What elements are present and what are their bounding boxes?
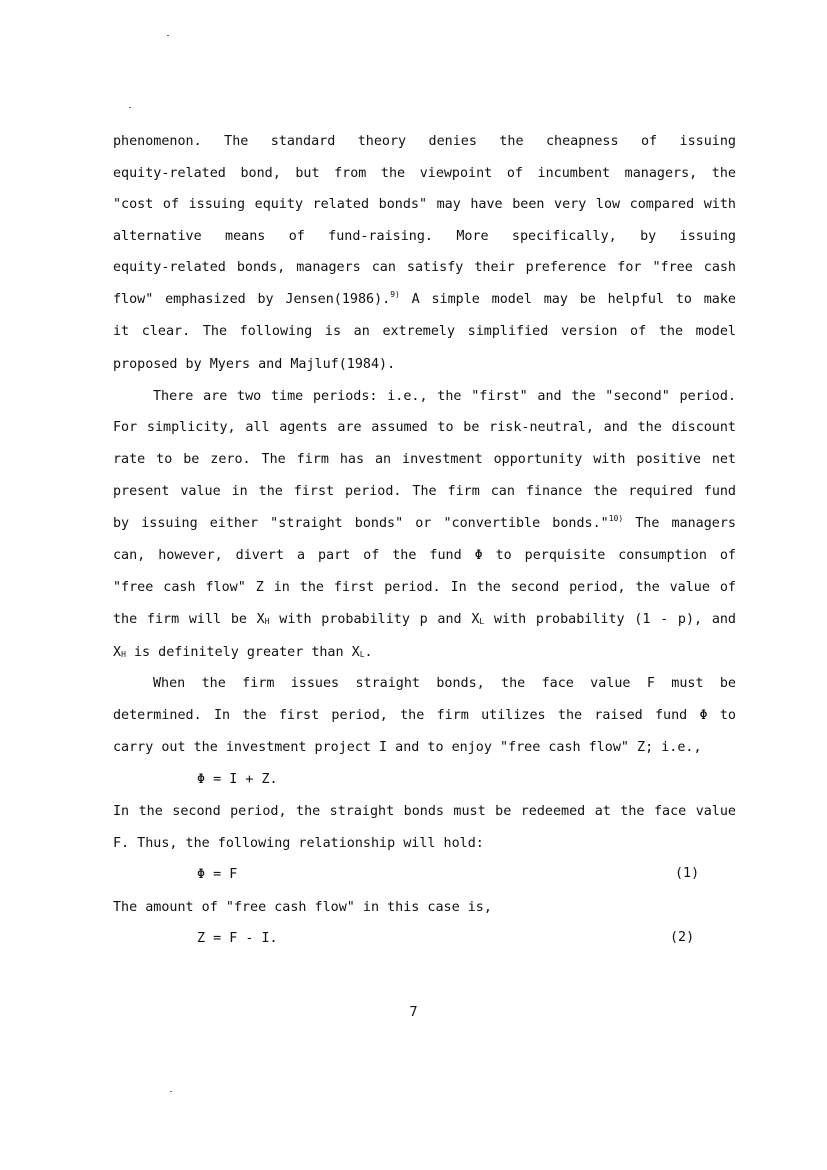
text-line: determined. In the first period, the firm utilizes the raised fund Φ to (113, 708, 736, 723)
text-span: The managers (623, 516, 736, 531)
subscript: L (479, 617, 485, 626)
text-span: . (364, 645, 373, 660)
text-line (113, 644, 736, 662)
footnote-marker: 9) (390, 290, 400, 299)
text-line: equity-related bond, but from the viewpoint of incumbent managers, the (113, 166, 736, 181)
equation-number-1: (1) (675, 866, 700, 881)
text-line (113, 611, 736, 629)
text-line: rate to be zero. The firm has an investment opportunity with positive net (113, 452, 736, 467)
text-line: There are two time periods: i.e., the "first" and the "second" period. (153, 389, 736, 404)
text-span: with probability p and X (269, 612, 480, 627)
text-span: the firm will be X (113, 612, 265, 627)
subscript: H (264, 617, 270, 626)
equation-1: Φ = F (197, 867, 238, 882)
equation-fund: Φ = I + Z. (197, 772, 278, 787)
text-line: equity-related bonds, managers can satisfy their preference for "free cash (113, 260, 736, 275)
text-line: For simplicity, all agents are assumed to be risk-neutral, and the discount (113, 420, 736, 435)
text-line: "cost of issuing equity related bonds" may have been very low compared with (113, 197, 736, 212)
text-line: The amount of "free cash flow" in this case is, (113, 900, 492, 915)
text-line: proposed by Myers and Majluf(1984). (113, 357, 396, 372)
text-line: In the second period, the straight bonds must be redeemed at the face value (113, 804, 736, 819)
text-span: by issuing either "straight bonds" or "convertible bonds." (113, 516, 609, 531)
text-line: can, however, divert a part of the fund Φ to perquisite consumption of (113, 548, 736, 563)
text-line: "free cash flow" Z in the first period. In the second period, the value of (113, 580, 736, 595)
text-span: A simple model may be helpful to make (399, 292, 736, 307)
text-line (113, 515, 736, 533)
scan-speck (129, 107, 131, 108)
text-span: is definitely greater than X (125, 645, 360, 660)
scan-speck (167, 35, 169, 36)
subscript: H (121, 650, 126, 659)
text-line: F. Thus, the following relationship will hold: (113, 836, 484, 851)
equation-number-2: (2) (670, 930, 695, 945)
text-line: When the firm issues straight bonds, the face value F must be (153, 676, 736, 691)
text-span: with probability (1 - p), and (484, 612, 736, 627)
text-line: present value in the first period. The firm can finance the required fund (113, 484, 736, 499)
text-line (113, 291, 736, 309)
page-number: 7 (409, 1005, 418, 1020)
scan-speck (170, 1091, 172, 1092)
footnote-marker: 10) (608, 514, 624, 523)
text-line: carry out the investment project I and to enjoy "free cash flow" Z; i.e., (113, 740, 702, 755)
text-span: flow" emphasized by Jensen(1986). (113, 292, 391, 307)
text-line: alternative means of fund-raising. More specifically, by issuing (113, 229, 736, 244)
text-span: X (113, 645, 122, 660)
text-line: phenomenon. The standard theory denies the cheapness of issuing (113, 134, 736, 149)
text-line: it clear. The following is an extremely simplified version of the model (113, 324, 736, 339)
subscript: L (359, 650, 365, 659)
equation-2: Z = F - I. (197, 931, 278, 946)
